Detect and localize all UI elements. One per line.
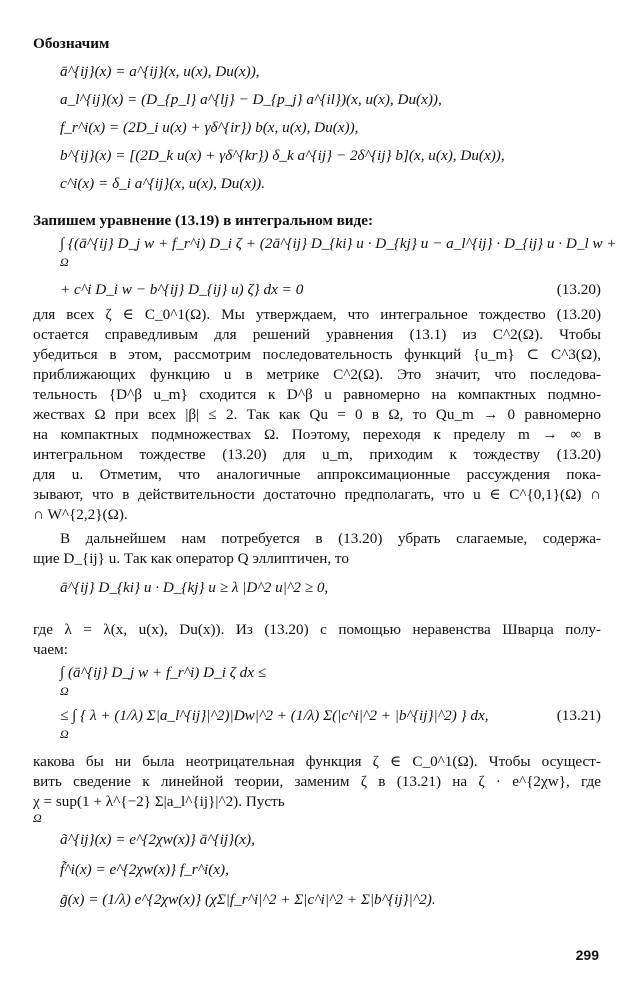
integral-domain: Ω [60,255,69,269]
text-line: убедиться в этом, рассмотрим последовательность функций {u_m} ⊂ C^3(Ω), [33,346,601,363]
equation-line: b^{ij}(x) = [(2D_k u(x) + γδ^{kr}) δ_k a^{ij} − 2δ^{ij} b](x, u(x), Du(x)), [60,147,505,164]
text-line: для u. Отметим, что аналогичные аппроксимационные рассуждения пока- [33,466,601,483]
text-line: тельность {D^β u_m} сходится к D^β u равномерно на компактных подмно- [33,386,601,403]
equation-line: + c^i D_i w − b^{ij} D_{ij} u) ζ} dx = 0 [60,281,304,298]
text-line: В дальнейшем нам потребуется в (13.20) убрать слагаемые, содержа- [60,530,601,547]
equation-line: c^i(x) = δ_i a^{ij}(x, u(x), Du(x)). [60,175,266,192]
equation-line: f̃^i(x) = e^{2χw(x)} f_r^i(x), [60,861,229,878]
text-line: где λ = λ(x, u(x), Du(x)). Из (13.20) с помощью неравенства Шварца полу- [33,621,601,638]
text-line: жествах Ω при всех |β| ≤ 2. Так как Qu = 0 в Ω, то Qu_m → 0 равномерно [33,406,601,423]
integral-domain: Ω [60,727,69,741]
text-line: ∩ W^{2,2}(Ω). [33,506,128,523]
equation-line: a_l^{ij}(x) = (D_{p_l} a^{lj} − D_{p_j} a^{il})(x, u(x), Du(x)), [60,91,442,108]
equation-line: ā^{ij} D_{ki} u · D_{kj} u ≥ λ |D^2 u|^2 ≥ 0, [60,579,329,596]
equation-line: ∫ {(ā^{ij} D_j w + f_r^i) D_i ζ + (2ā^{ij} D_{ki} u · D_{kj} u − a_l^{ij} · D_{ij} u · D_l w + [60,235,617,252]
sup-domain: Ω [33,811,42,825]
text-line: чаем: [33,641,68,658]
text-line: вить сведение к линейной теории, заменим ζ в (13.21) на ζ · e^{2χw}, где [33,773,601,790]
text-line: интегральном тождестве (13.20) для u_m, приходим к тождеству (13.20) [33,446,601,463]
integral-domain: Ω [60,684,69,698]
equation-number: (13.20) [556,281,601,298]
text-line: χ = sup(1 + λ^{−2} Σ|a_l^{ij}|^2). Пусть [33,793,285,810]
text-line: на компактных подмножествах Ω. Поэтому, переходя к пределу m → ∞ в [33,426,601,443]
equation-line: ā^{ij}(x) = a^{ij}(x, u(x), Du(x)), [60,63,260,80]
equation-line: ≤ ∫ { λ + (1/λ) Σ|a_l^{ij}|^2)|Dw|^2 + (1/λ) Σ(|c^i|^2 + |b^{ij}|^2) } dx, [60,707,489,724]
equation-line: ∫ (ā^{ij} D_j w + f_r^i) D_i ζ dx ≤ [60,664,267,681]
page-number: 299 [575,947,599,963]
text-line: щие D_{ij} u. Так как оператор Q эллиптичен, то [33,550,349,567]
equation-line: f_r^i(x) = (2D_i u(x) + γδ^{ir}) b(x, u(x), Du(x)), [60,119,359,136]
equation-line: ã^{ij}(x) = e^{2χw(x)} ā^{ij}(x), [60,831,255,848]
text-line: для всех ζ ∈ C_0^1(Ω). Мы утверждаем, что интегральное тождество (13.20) [33,306,601,323]
text-line: зывают, что в действительности достаточно предполагать, что u ∈ C^{0,1}(Ω) ∩ [33,486,601,503]
text-line: какова бы ни была неотрицательная функция ζ ∈ C_0^1(Ω). Чтобы осущест- [33,753,601,770]
equation-number: (13.21) [556,707,601,724]
text-line: приближающих функцию u в метрике C^2(Ω). Это значит, что последова- [33,366,601,383]
text-line: Обозначим [33,35,110,52]
text-line: Запишем уравнение (13.19) в интегральном виде: [33,212,374,229]
text-line: остается справедливым для решений уравнения (13.1) из C^2(Ω). Чтобы [33,326,601,343]
equation-line: g̃(x) = (1/λ) e^{2χw(x)} (χΣ|f_r^i|^2 + Σ|c^i|^2 + Σ|b^{ij}|^2). [60,891,436,908]
